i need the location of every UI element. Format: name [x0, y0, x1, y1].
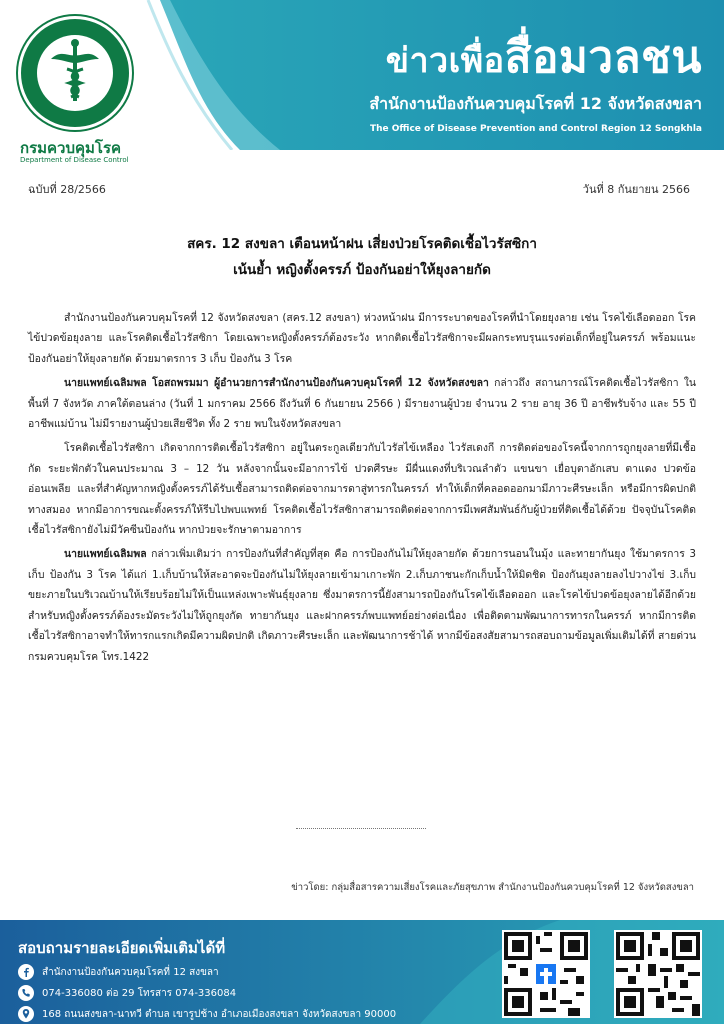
heading-big: สื่อมวลชน	[504, 32, 702, 83]
footer	[0, 920, 724, 1024]
location-icon	[18, 1006, 34, 1022]
address-text: 168 ถนนสงขลา-นาทวี ตำบล เขารูปช้าง อำเภอเมืองสงขลา จังหวัดสงขลา 90000	[42, 1009, 397, 1020]
paragraph-3: โรคติดเชื้อไวรัสซิกา เกิดจากการติดเชื้อไวรัสซิกา อยู่ในตระกูลเดียวกับไวรัสไข้เหลือง ไวรัสเดงกี การติดต่อของโรคนี้จากการถูกยุงลายที่มีเชื้อกัด ระยะฟักตัวในคนประมาณ 3 – 12 วัน หลังจากนั้นจะมีอาการไข้ ปวดศีรษะ มีผื่นแดงที่บริเวณลำตัว แขนขา เยื่อบุตาอักเสบ ตาแดง ปวดข้อ อ่อนเพลีย และที่สำคัญหากหญิงตั้งครรภ์ได้รับเชื้อสามารถติดต่อจากมารดาสู่ทารกในครรภ์ ทำให้เด็กที่คลอดออกมามีภาวะศีรษะเล็ก หรือมีการผิดปกติทางสมอง หากมีอาการขณะตั้งครรภ์ให้รีบไปพบแพทย์ โรคติดเชื้อไวรัสซิกาสามารถติดต่อจากการมีเพศสัมพันธ์กับผู้ป่วยที่ติดเชื้อได้ด้วย ปัจจุบันโรคติดเชื้อไวรัสซิกายังไม่มีวัคซีนป้องกัน หากป่วยจะรักษาตามอาการ	[28, 442, 696, 537]
news-credit: ข่าวโดย: กลุ่มสื่อสารความเสี่ยงโรคและภัยสุขภาพ สำนักงานป้องกันควบคุมโรคที่ 12 จังหวัดสงขลา	[291, 882, 694, 893]
paragraph-1: สำนักงานป้องกันควบคุมโรคที่ 12 จังหวัดสงขลา (สคร.12 สงขลา) ห่วงหน้าฝน มีการระบาดของโรคที่นำโดยยุงลาย เช่น โรคไข้เลือดออก โรคไข้ปวดข้อยุงลาย และโรคติดเชื้อไวรัสซิกา โดยเฉพาะหญิงตั้งครรภ์ต้องระวัง หากติดเชื้อไวรัสซิกาจะมีผลกระทบรุนแรงต่อเด็กที่อยู่ในครรภ์ พร้อมแนะป้องกันอย่าให้ยุงลายกัด ด้วยมาตรการ 3 เก็บ ป้องกัน 3 โรค	[28, 312, 696, 365]
paragraph-4-text: กล่าวเพิ่มเติมว่า การป้องกันที่สำคัญที่สุด คือ การป้องกันไม่ให้ยุงลายกัด ด้วยการนอนในมุ้ง และทายากันยุง ใช้มาตรการ 3 เก็บ ป้องกัน 3 โรค ได้แก่ 1.เก็บบ้านให้สะอาดจะป้องกันไม่ให้ยุงลายเข้ามาเกาะพัก 2.เก็บภาชนะกักเก็บน้ำให้มิดชิด ป้องกันยุงลายลงไปวางไข่ 3.เก็บขยะภายในบริเวณบ้านให้เรียบร้อยไม่ให้เป็นแหล่งเพาะพันธุ์ยุงลาย ซึ่งมาตรการนี้ยังสามารถป้องกันโรคไข้เลือดออก และโรคไข้ปวดข้อยุงลายได้อีกด้วย สำหรับหญิงตั้งครรภ์ต้องระมัดระวังไม่ให้ถูกยุงกัด ทายากันยุง และฝากครรภ์พบแพทย์อย่างต่อเนื่อง เพื่อติดตามพัฒนาการทารกในครรภ์ หากมีการติดเชื้อไวรัสซิกาอาจทำให้ทารกแรกเกิดมีความผิดปกติ เกิดภาวะศีรษะเล็ก และพัฒนาการช้าได้ หากมีข้อสงสัยสามารถสอบถามข้อมูลเพิ่มเติมได้ที่ สายด่วนกรมควบคุมโรค โทร.1422	[28, 548, 696, 663]
phone-text: 074-336080 ต่อ 29 โทรสาร 074-336084	[42, 988, 237, 999]
paragraph-4-lead: นายแพทย์เฉลิมพล	[64, 548, 147, 561]
office-name-en: The Office of Disease Prevention and Control Region 12 Songkhla	[370, 124, 702, 134]
contact-phone	[18, 985, 236, 1001]
issue-number: ฉบับที่ 28/2566	[28, 183, 106, 196]
qr-code-graphic	[616, 932, 700, 1016]
contact-heading: สอบถามรายละเอียดเพิ่มเติมได้ที่	[18, 939, 226, 957]
dotted-separator	[296, 828, 426, 829]
ministry-logo	[18, 16, 132, 130]
paragraph-2-lead: นายแพทย์เฉลิมพล โอสถพรมมา ผู้อำนวยการสำนักงานป้องกันควบคุมโรคที่ 12 จังหวัดสงขลา	[64, 377, 489, 390]
qr-code-graphic	[504, 932, 588, 1016]
headline-line-1: สคร. 12 สงขลา เตือนหน้าฝน เสี่ยงป่วยโรคติดเชื้อไวรัสซิกา	[187, 236, 537, 252]
qr-code-line[interactable]	[614, 930, 702, 1018]
issue-date: วันที่ 8 กันยายน 2566	[582, 183, 690, 196]
contact-facebook	[18, 964, 219, 980]
facebook-icon	[18, 964, 34, 980]
phone-icon	[18, 985, 34, 1001]
contact-address	[18, 1006, 396, 1022]
paragraph-2-text: กล่าวถึง สถานการณ์โรคติดเชื้อไวรัสซิกา ในพื้นที่ 7 จังหวัด ภาคใต้ตอนล่าง (วันที่ 1 มกราคม 2566 ถึงวันที่ 6 กันยายน 2566 ) มีรายงานผู้ป่วย จำนวน 2 ราย อายุ 36 ปี อาชีพรับจ้าง และ 55 ปี อาชีพแม่บ้าน ไม่มีรายงานผู้ป่วยเสียชีวิต ทั้ง 2 ราย พบในจังหวัดสงขลา	[28, 377, 696, 431]
paragraph-4	[28, 544, 696, 666]
paragraph-2	[28, 373, 696, 434]
press-release-heading	[386, 22, 702, 92]
heading-small: ข่าวเพื่อ	[385, 41, 505, 81]
caduceus-icon	[21, 19, 129, 127]
article-body	[28, 308, 696, 671]
department-name-th: กรมควบคุมโรค	[20, 139, 122, 157]
office-name-th: สำนักงานป้องกันควบคุมโรคที่ 12 จังหวัดสงขลา	[369, 94, 702, 113]
qr-code-facebook[interactable]	[502, 930, 590, 1018]
facebook-text: สำนักงานป้องกันควบคุมโรคที่ 12 สงขลา	[42, 967, 219, 978]
headline-line-2: เน้นย้ำ หญิงตั้งครรภ์ ป้องกันอย่าให้ยุงลายกัด	[233, 262, 491, 278]
department-name-en: Department of Disease Control	[20, 156, 129, 164]
header	[0, 0, 724, 168]
